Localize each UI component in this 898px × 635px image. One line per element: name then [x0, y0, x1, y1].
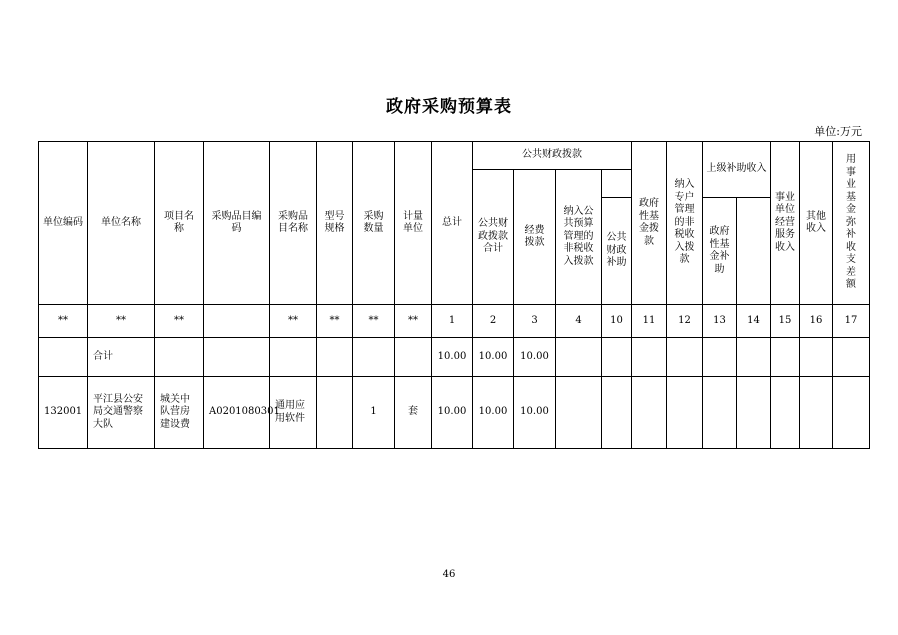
table-cell: 17	[833, 305, 870, 338]
table-cell: 平江县公安 局交通警察 大队	[88, 377, 155, 449]
header-business-income: 事业 单位 经营 服务 收入	[771, 142, 800, 305]
table-cell	[800, 377, 833, 449]
table-cell	[737, 377, 771, 449]
table-cell	[39, 338, 88, 377]
header-other-income: 其他 收入	[800, 142, 833, 305]
data-row	[39, 377, 870, 449]
table-cell	[317, 377, 353, 449]
table-cell: 10.00	[432, 338, 473, 377]
table-cell: 12	[667, 305, 703, 338]
unit-label: 单位:万元	[814, 125, 862, 138]
table-cell: **	[395, 305, 432, 338]
header-purchase-qty: 采购 数量	[353, 142, 395, 305]
table-cell	[204, 338, 270, 377]
table-cell: 4	[556, 305, 602, 338]
table-cell	[667, 338, 703, 377]
header-project-name: 项目名 称	[155, 142, 204, 305]
table-cell: 通用应 用软件	[270, 377, 317, 449]
table-cell	[395, 338, 432, 377]
table-cell: 套	[395, 377, 432, 449]
table-cell: 13	[703, 305, 737, 338]
table-cell	[800, 338, 833, 377]
table-cell: 16	[800, 305, 833, 338]
table-cell	[556, 338, 602, 377]
header-public-finance-subtotal: 公共财 政拨款 合计	[473, 170, 514, 305]
table-cell	[204, 305, 270, 338]
header-non-tax-budget: 纳入公 共预算 管理的 非税收 入拨款	[556, 170, 602, 305]
header-unit-name: 单位名称	[88, 142, 155, 305]
table-cell: 132001	[39, 377, 88, 449]
table-cell	[771, 338, 800, 377]
table-cell: 11	[632, 305, 667, 338]
header-gov-fund: 政府 性基 金拨 款	[632, 142, 667, 305]
table-cell: 城关中 队营房 建设费	[155, 377, 204, 449]
table-cell: **	[88, 305, 155, 338]
header-special-account: 纳入 专户 管理 的非 税收 入拨 款	[667, 142, 703, 305]
table-cell: **	[155, 305, 204, 338]
header-gov-fund-subsidy: 政府 性基 金补 助	[703, 198, 737, 305]
total-row	[39, 338, 870, 377]
table-cell: 10.00	[514, 338, 556, 377]
table-cell: 合计	[88, 338, 155, 377]
table-cell: 10.00	[473, 377, 514, 449]
header-total: 总计	[432, 142, 473, 305]
header-model-spec: 型号 规格	[317, 142, 353, 305]
header-fund-makeup: 用 事 业 基 金 弥 补 收 支 差 额	[833, 142, 870, 305]
table-cell	[155, 338, 204, 377]
table-cell	[833, 338, 870, 377]
table-cell: 10.00	[432, 377, 473, 449]
page-number: 46	[442, 569, 456, 580]
table-cell: 1	[432, 305, 473, 338]
table-cell	[317, 338, 353, 377]
column-index-row	[39, 305, 870, 338]
header-item-code: 采购品目编 码	[204, 142, 270, 305]
header-operating-funds: 经费 拨款	[514, 170, 556, 305]
table-cell	[602, 377, 632, 449]
table-cell: 10.00	[473, 338, 514, 377]
table-cell	[737, 338, 771, 377]
table-cell	[556, 377, 602, 449]
header-public-finance-subsidy: 公共 财政 补助	[602, 198, 632, 305]
header-item-name: 采购品 目名称	[270, 142, 317, 305]
table-cell	[703, 338, 737, 377]
table-cell	[602, 338, 632, 377]
table-cell	[353, 338, 395, 377]
table-cell	[771, 377, 800, 449]
table-cell: 10.00	[514, 377, 556, 449]
table-cell: **	[270, 305, 317, 338]
table-cell: 2	[473, 305, 514, 338]
procurement-budget-table	[38, 141, 870, 449]
table-cell	[833, 377, 870, 449]
table-cell: 1	[353, 377, 395, 449]
table-cell	[667, 377, 703, 449]
table-cell: **	[317, 305, 353, 338]
header-unit-code: 单位编码	[39, 142, 88, 305]
table-cell	[632, 377, 667, 449]
page-title: 政府采购预算表	[386, 97, 512, 117]
table-cell: **	[353, 305, 395, 338]
table-cell: 15	[771, 305, 800, 338]
table-cell: 3	[514, 305, 556, 338]
table-cell: 10	[602, 305, 632, 338]
header-measure-unit: 计量 单位	[395, 142, 432, 305]
table-cell	[632, 338, 667, 377]
header-superior-subsidy-group: 上级补助收入	[703, 142, 771, 198]
table-cell: 14	[737, 305, 771, 338]
table-cell: **	[39, 305, 88, 338]
table-cell	[703, 377, 737, 449]
table-cell: A0201080301	[204, 377, 270, 449]
table-cell	[270, 338, 317, 377]
header-public-finance-group: 公共财政拨款	[473, 142, 632, 170]
